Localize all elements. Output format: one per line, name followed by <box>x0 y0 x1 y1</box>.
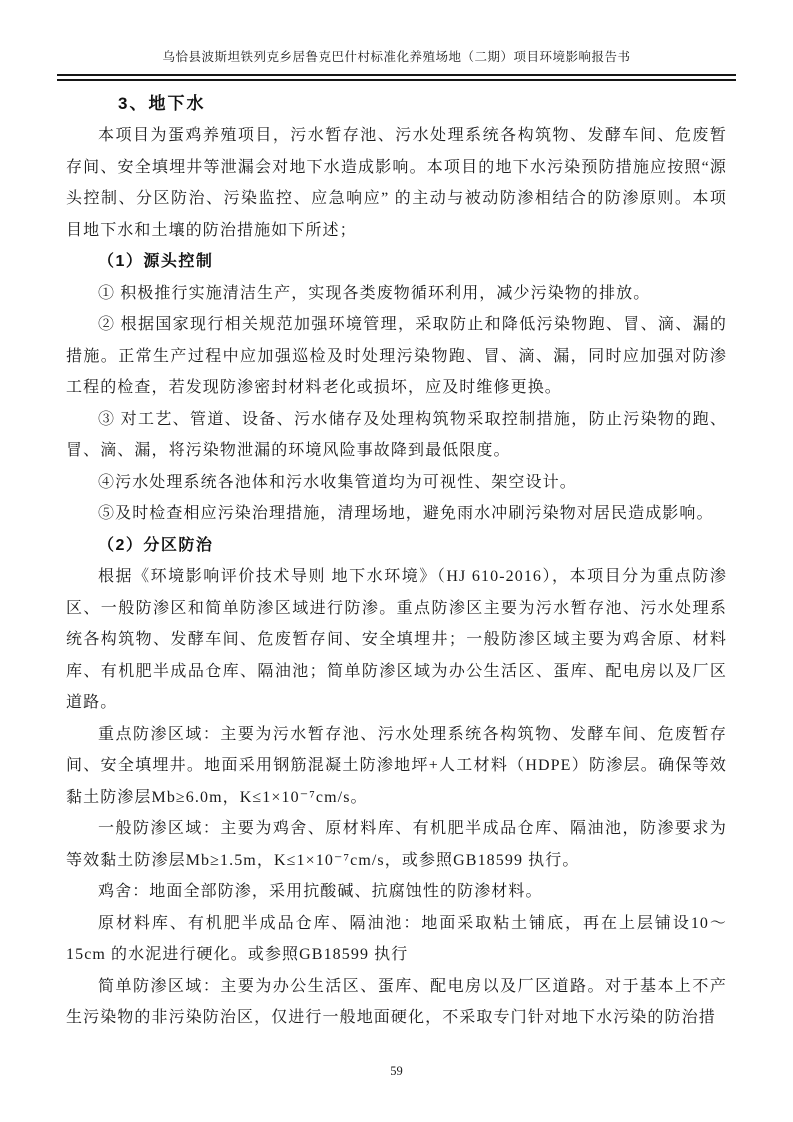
paragraph-chicken-house: 鸡舍：地面全部防渗，采用抗酸碱、抗腐蚀性的防渗材料。 <box>98 883 543 900</box>
item-1-clean-production: ① 积极推行实施清洁生产，实现各类废物循环利用，减少污染物的排放。 <box>98 284 651 302</box>
paragraph-general-seepage-zone: 一般防渗区域：主要为鸡舍、原材料库、有机肥半成品仓库、隔油池，防渗要求为等效黏土防渗层Mb≥1.5m，K≤1×10⁻⁷cm/s，或参照GB18599 执行。 <box>66 820 727 869</box>
paragraph-simple-seepage-zone: 简单防渗区域：主要为办公生活区、蛋库、配电房以及厂区道路。对于基本上不产生污染物的非污染防治区，仅进行一般地面硬化，不采取专门针对地下水污染的防治措 <box>66 977 727 1026</box>
header-double-rule <box>57 74 736 81</box>
paragraph-key-seepage-zone: 重点防渗区域：主要为污水暂存池、污水处理系统各构筑物、发酵车间、危废暂存间、安全填埋井。地面采用钢筋混凝土防渗地坪+人工材料（HDPE）防渗层。确保等效黏土防渗层Mb≥6.0m，K≤1×10⁻⁷cm/s。 <box>66 725 727 806</box>
page-number: 59 <box>390 1064 403 1078</box>
paragraph-zoning-basis: 根据《环境影响评价技术导则 地下水环境》（HJ 610-2016），本项目分为重点防渗区、一般防渗区和简单防渗区域进行防渗。重点防渗区主要为污水暂存池、污水处理系统各构筑物、发酵车间、危废暂存间、安全填埋井；一般防渗区域主要为鸡舍原、材料库、有机肥半成品仓库、隔油池；简单防渗区域为办公生活区、蛋库、配电房以及厂区道路。 <box>66 568 727 711</box>
section-title-groundwater: 3、地下水 <box>118 94 206 113</box>
item-3-control-measures: ③ 对工艺、管道、设备、污水储存及处理构筑物采取控制措施，防止污染物的跑、冒、滴、漏，将污染物泄漏的环境风险事故降到最低限度。 <box>66 410 727 459</box>
item-5-timely-inspection: ⑤及时检查相应污染治理措施，清理场地，避免雨水冲刷污染物对居民造成影响。 <box>98 505 714 522</box>
subheading-1-source-control: （1）源头控制 <box>98 253 214 270</box>
paragraph-material-warehouse: 原材料库、有机肥半成品仓库、隔油池：地面采取粘土铺底，再在上层铺设10～15cm 的水泥进行硬化。或参照GB18599 执行 <box>66 914 727 963</box>
paragraph-intro: 本项目为蛋鸡养殖项目，污水暂存池、污水处理系统各构筑物、发酵车间、危废暂存间、安全填埋井等泄漏会对地下水造成影响。本项目的地下水污染预防措施应按照“源头控制、分区防治、污染监控、应急响应” 的主动与被动防渗相结合的防渗原则。本项目地下水和土壤的防治措施如下所述； <box>66 127 727 239</box>
item-2-environment-management: ② 根据国家现行相关规范加强环境管理，采取防止和降低污染物跑、冒、滴、漏的措施。正常生产过程中应加强巡检及时处理污染物跑、冒、滴、漏，同时应加强对防渗工程的检查，若发现防渗密封材料老化或损坏，应及时维修更换。 <box>66 316 727 396</box>
document-header <box>0 0 793 81</box>
item-4-visible-design: ④污水处理系统各池体和污水收集管道均为可视性、架空设计。 <box>98 473 577 491</box>
subheading-2-zoned-prevention: （2）分区防治 <box>98 536 214 554</box>
page-body <box>66 91 727 1034</box>
document-header-title: 乌恰县波斯坦铁列克乡居鲁克巴什村标准化养殖场地（二期）项目环境影响报告书 <box>162 50 631 64</box>
document-footer <box>0 1062 793 1080</box>
